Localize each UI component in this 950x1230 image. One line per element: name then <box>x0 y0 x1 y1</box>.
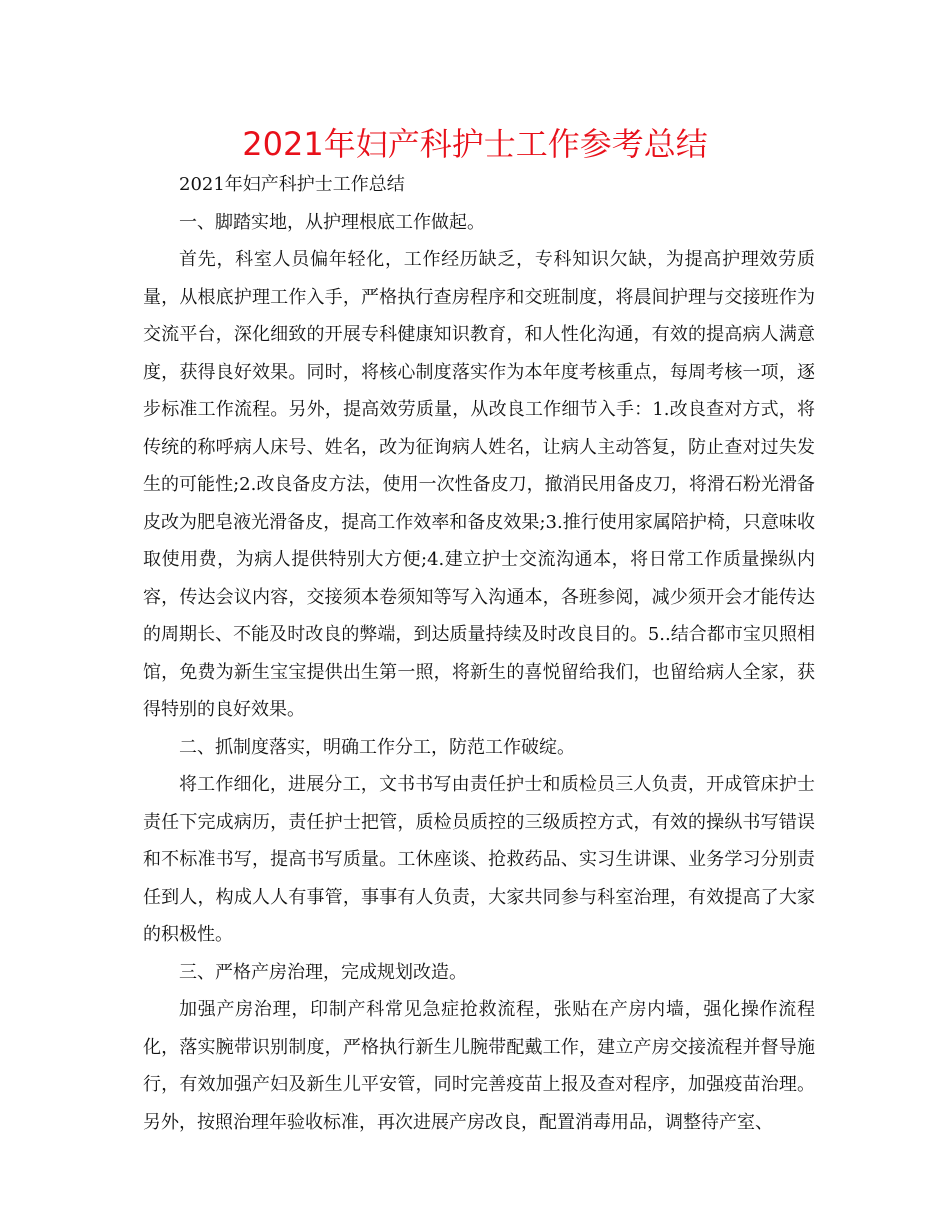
paragraph-subtitle: 2021年妇产科护士工作总结 <box>179 174 405 195</box>
paragraph-section-2: 将工作细化，进展分工，文书书写由责任护士和质检员三人负责，开成管床护士责任下完成病历，责任护士把管，质检员质控的三级质控方式，有效的操纵书写错误和不标准书写，提高书写质量。工休座谈、抢救药品、实习生讲课、业务学习分别责任到人，构成人人有事管，事事有人负责，大家共同参与科室治理，有效提高了大家的积极性。 <box>143 774 815 945</box>
paragraph-section-1: 首先，科室人员偏年轻化，工作经历缺乏，专科知识欠缺，为提高护理效劳质量，从根底护理工作入手，严格执行查房程序和交班制度，将晨间护理与交接班作为交流平台，深化细致的开展专科健康知识教育，和人性化沟通，有效的提高病人满意度，获得良好效果。同时，将核心制度落实作为本年度考核重点，每周考核一项，逐步标准工作流程。另外，提高效劳质量，从改良工作细节入手：1.改良查对方式，将传统的称呼病人床号、姓名，改为征询病人姓名，让病人主动答复，防止查对过失发生的可能性;2.改良备皮方法，使用一次性备皮刀，撤消民用备皮刀，将滑石粉光滑备皮改为肥皂液光滑备皮，提高工作效率和备皮效果;3.推行使用家属陪护椅，只意味收取使用费，为病人提供特别大方便;4.建立护士交流沟通本，将日常工作质量操纵内容，传达会议内容，交接须本卷须知等写入沟通本，各班参阅，减少须开会才能传达的周期长、不能及时改良的弊端，到达质量持续及时改良目的。5..结合都市宝贝照相馆，免费为新生宝宝提供出生第一照，将新生的喜悦留给我们，也留给病人全家，获得特别的良好效果。 <box>143 249 815 720</box>
document-body <box>143 166 815 1141</box>
paragraph-section-3: 加强产房治理，印制产科常见急症抢救流程，张贴在产房内墙，强化操作流程化，落实腕带识别制度，严格执行新生儿腕带配戴工作，建立产房交接流程并督导施行，有效加强产妇及新生儿平安管，同时完善疫苗上报及查对程序，加强疫苗治理。另外，按照治理年验收标准，再次进展产房改良，配置消毒用品，调整待产室、 <box>143 999 815 1133</box>
document-title: 2021年妇产科护士工作参考总结 <box>242 125 708 163</box>
section-heading-3: 三、严格产房治理，完成规划改造。 <box>179 961 467 983</box>
section-heading-2: 二、抓制度落实，明确工作分工，防范工作破绽。 <box>179 736 575 758</box>
section-heading-1: 一、脚踏实地，从护理根底工作做起。 <box>179 211 485 233</box>
